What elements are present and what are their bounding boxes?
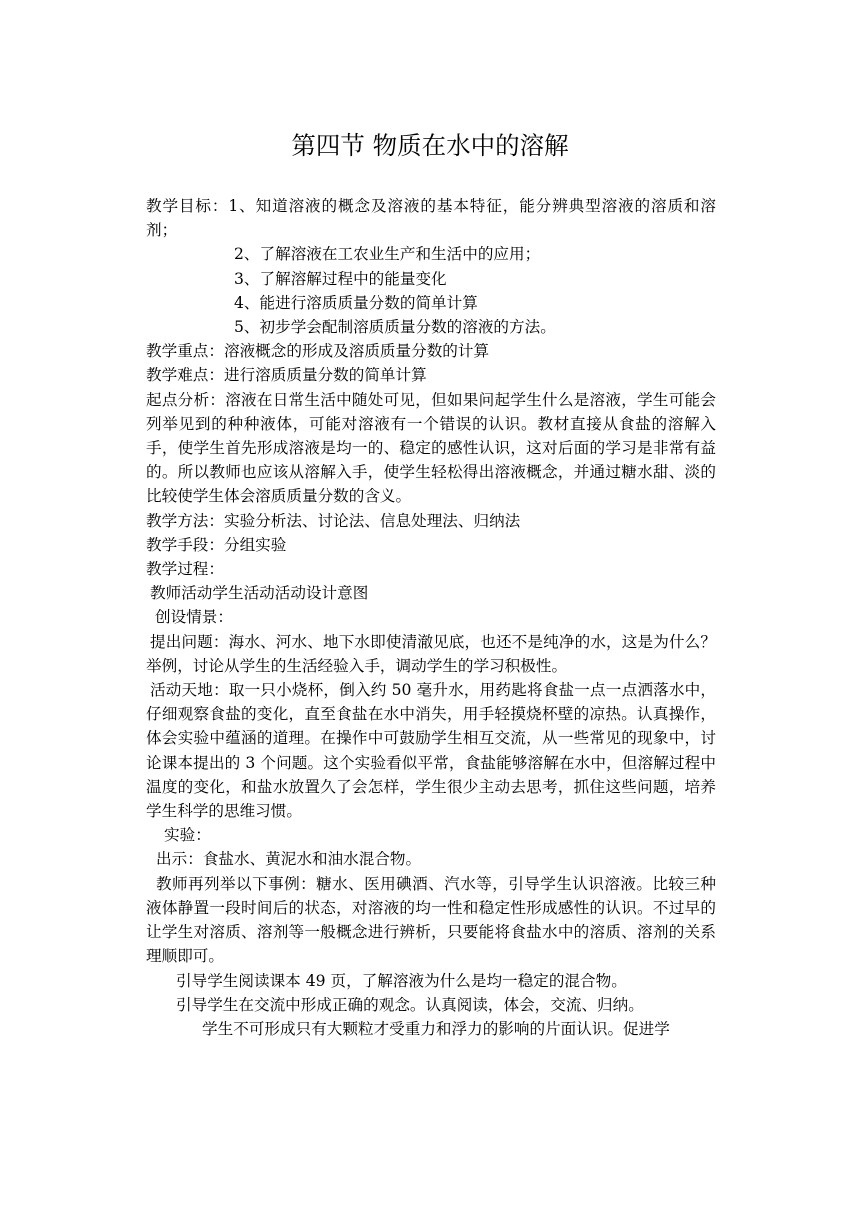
activity-text: 活动天地：取一只小烧杯，倒入约 50 毫升水，用药匙将食盐一点一点洒落水中，仔细观察食盐的变化，直至食盐在水中消失，用手轻摸烧杯壁的凉热。认真操作，体会实验中蕴涵的道理。在操作中可鼓励学生相互交流，从一些常见的现象中，讨论课本提出的 3 个问题。这个实验看似平常，食盐能够溶解在水中，但溶解过程中温度的变化，和盐水放置久了会怎样，学生很少主动去思考，抓住这些问题，培养学生科学的思维习惯。 [146, 681, 716, 821]
objective-item: 3、了解溶解过程中的能量变化 [234, 269, 447, 288]
key-point: 教学重点：溶液概念的形成及溶质质量分数的计算 [146, 342, 490, 361]
teaching-means: 教学手段：分组实验 [146, 535, 287, 554]
experiment-heading: 实验： [164, 826, 211, 845]
objective-item: 4、能进行溶质质量分数的简单计算 [234, 293, 478, 312]
question-paragraph [146, 630, 716, 678]
teaching-process: 教学过程： [146, 560, 224, 579]
scene-heading: 创设情景： [155, 608, 233, 627]
teacher-examples-paragraph [146, 872, 716, 969]
teacher-examples-text: 教师再列举以下事例：糖水、医用碘酒、汽水等，引导学生认识溶液。比较三种液体静置一段时间后的状态，对溶液的均一性和稳定性形成感性的认识。不过早的让学生对溶质、溶剂等一般概念进行辨析，只要能将食盐水中的溶质、溶剂的关系理顺即可。 [146, 874, 716, 966]
starting-analysis: 起点分析：溶液在日常生活中随处可见，但如果问起学生什么是溶液，学生可能会列举见到的种种液体，可能对溶液有一个错误的认识。教材直接从食盐的溶解入手，使学生首先形成溶液是均一的、稳定的感性认识，这对后面的学习是非常有益的。所以教师也应该从溶解入手，使学生轻松得出溶液概念，并通过糖水甜、淡的比较使学生体会溶质质量分数的含义。 [146, 390, 716, 506]
objective-item: 2、了解溶液在工农业生产和生活中的应用； [234, 245, 541, 264]
objective-item: 5、初步学会配制溶质质量分数的溶液的方法。 [234, 318, 556, 337]
activity-paragraph [146, 678, 716, 823]
final-line: 学生不可形成只有大颗粒才受重力和浮力的影响的片面认识。促进学 [202, 1019, 670, 1038]
teaching-method: 教学方法：实验分析法、讨论法、信息处理法、归纳法 [146, 511, 521, 530]
document-body [146, 194, 716, 1041]
teaching-objectives: 教学目标：1、知道溶液的概念及溶液的基本特征，能分辨典型溶液的溶质和溶剂； [146, 197, 716, 240]
activity-table-header: 教师活动学生活动活动设计意图 [150, 584, 369, 603]
document-title: 第四节 物质在水中的溶解 [291, 131, 569, 160]
guide-exchange: 引导学生在交流中形成正确的观念。认真阅读，体会，交流、归纳。 [176, 995, 644, 1014]
guide-reading: 引导学生阅读课本 49 页，了解溶液为什么是均一稳定的混合物。 [176, 971, 627, 990]
question-text: 提出问题：海水、河水、地下水即使清澈见底，也还不是纯净的水，这是为什么？举例，讨论从学生的生活经验入手，调动学生的学习积极性。 [146, 632, 716, 675]
difficulty: 教学难点：进行溶质质量分数的简单计算 [146, 366, 427, 385]
show-items: 出示：食盐水、黄泥水和油水混合物。 [156, 850, 422, 869]
